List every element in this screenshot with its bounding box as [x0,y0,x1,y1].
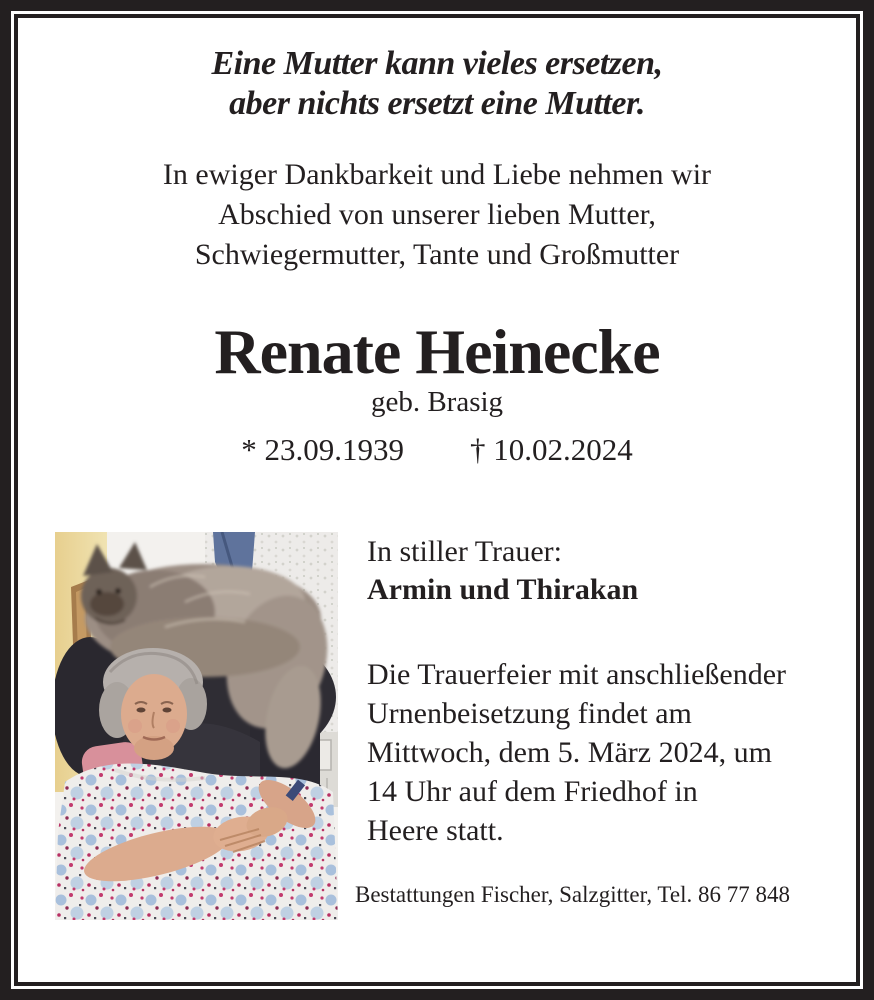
funeral-line: Die Trauerfeier mit anschließender [367,658,787,691]
funeral-line: 14 Uhr auf dem Friedhof in [367,775,698,808]
mourners: Armin und Thirakan [367,573,639,606]
funeral-line: Urnenbeisetzung findet am [367,697,692,730]
main-row [18,532,856,920]
funeral-line: Heere statt. [367,814,504,847]
epigraph-line: aber nichts ersetzt eine Mutter. [229,85,645,122]
deceased-name: Renate Heinecke [214,316,660,387]
intro-line: In ewiger Dankbarkeit und Liebe nehmen wir [162,158,712,191]
right-column [355,532,849,908]
life-dates [18,432,856,468]
funeral-home: Bestattungen Fischer, Salzgitter, Tel. 86 77 848 [355,882,790,907]
intro-line: Abschied von unserer lieben Mutter, [218,198,656,231]
death-date: † 10.02.2024 [470,432,633,467]
epigraph-line: Eine Mutter kann vieles ersetzen, [211,45,663,82]
funeral-info [367,655,849,850]
intro-text [18,155,856,275]
memorial-photo [55,532,338,920]
mourning-label: In stiller Trauer: [367,535,562,568]
epigraph [18,44,856,124]
maiden-name: geb. Brasig [370,386,504,418]
birth-date: * 23.09.1939 [241,432,404,467]
intro-line: Schwiegermutter, Tante und Großmutter [194,238,680,271]
inner-frame [14,14,860,986]
funeral-line: Mittwoch, dem 5. März 2024, um [367,736,772,769]
